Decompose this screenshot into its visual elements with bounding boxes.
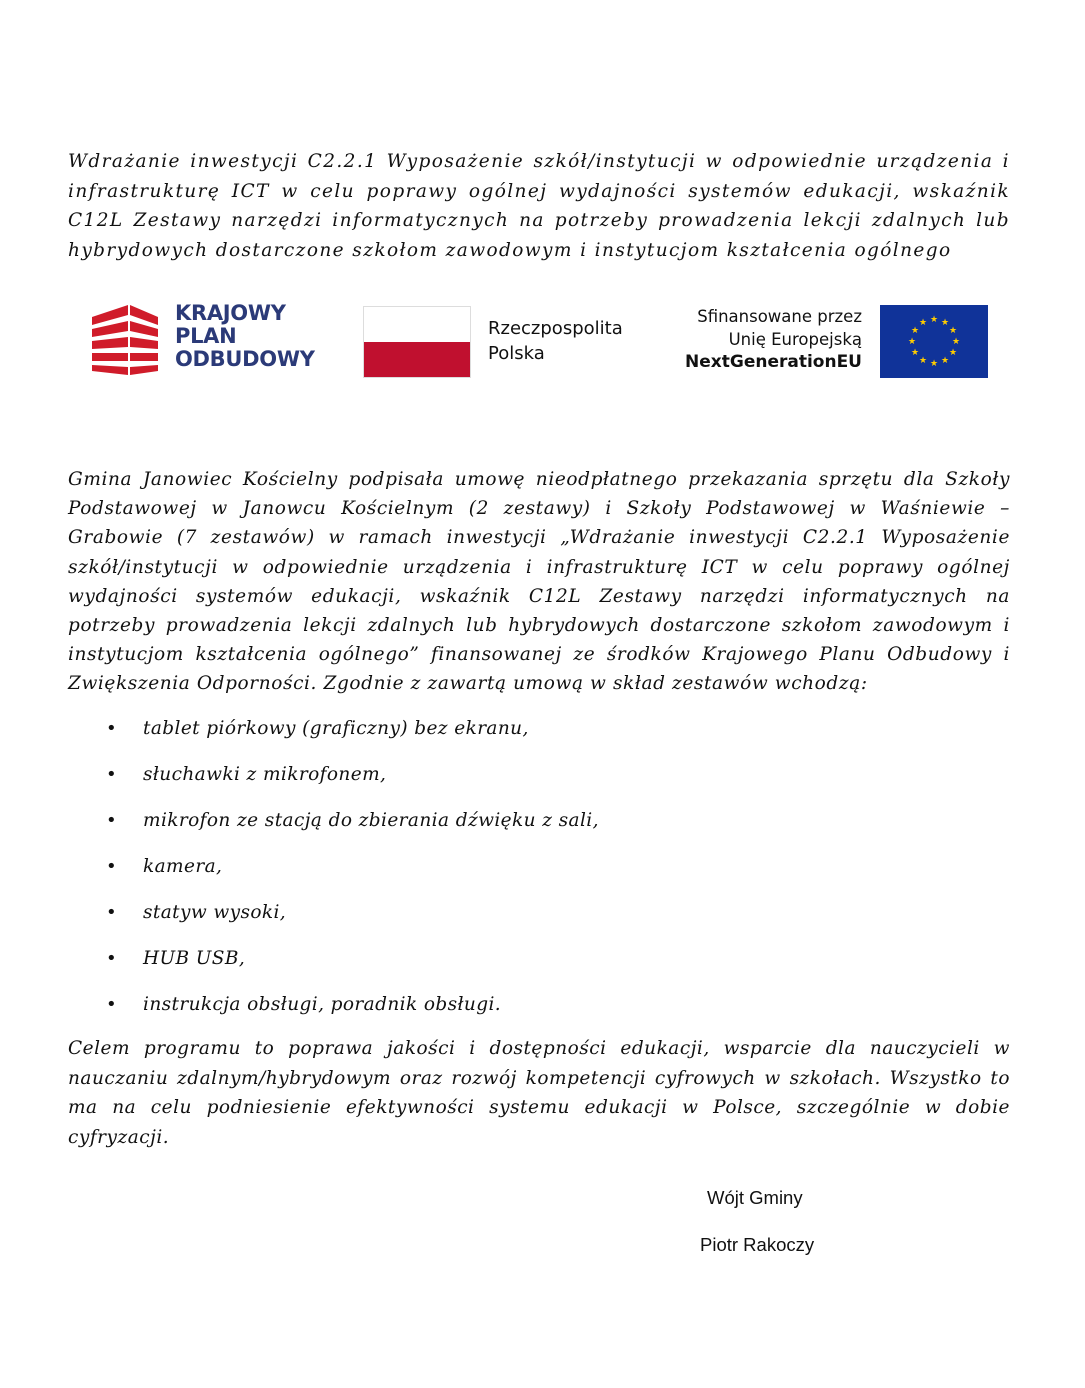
list-item: • instrukcja obsługi, poradnik obsługi.: [68, 990, 768, 1036]
bullet-icon: •: [106, 902, 118, 923]
kpo-line-2: PLAN: [175, 324, 237, 348]
signature-name: Piotr Rakoczy: [700, 1234, 815, 1255]
rp-logo-text: [488, 316, 623, 366]
kpo-logo-text: [175, 302, 315, 371]
announcement-paragraph: Gmina Janowiec Kościelny podpisała umowę nieodpłatnego przekazania sprzętu dla Szkoły Podstawowej w Janowcu Kościelnym (2 zestawy) i Szkoły Podstawowej w Waśniewie – Grabowie (7 zestawów) w ramach inwestycji „Wdrażanie inwestycji C2.2.1 Wyposażenie szkół/instytucji w odpowiednie urządzenia i infrastrukturę ICT w celu poprawy ogólnej wydajności systemów edukacji, wskaźnik C12L Zestawy narzędzi informatycznych na potrzeby prowadzenia lekcji zdalnych lub hybrydowych dostarczone szkołom zawodowym i instytucjom kształcenia ogólnego” finansowanej ze środków Krajowego Planu Odbudowy i Zwiększenia Odporności. Zgodnie z zawartą umową w skład zestawów wchodzą:: [68, 469, 1010, 695]
rp-line-1: Rzeczpospolita: [488, 318, 623, 339]
svg-text:★: ★: [910, 326, 920, 336]
closing-paragraph: Celem programu to poprawa jakości i dostępności edukacji, wsparcie dla nauczycieli w nauczaniu zdalnym/hybrydowym oraz rozwój kompetencji cyfrowych w szkołach. Wszystko to ma na celu podniesienie efektywności systemu edukacji w Polsce, szczególnie w dobie cyfryzacji.: [68, 1038, 1010, 1148]
bullet-icon: •: [106, 948, 118, 969]
eu-logo-text: [660, 305, 862, 374]
equipment-list: [68, 714, 768, 1036]
logo-bar: [0, 300, 1085, 385]
bullet-icon: •: [106, 994, 118, 1015]
svg-text:★: ★: [929, 315, 939, 325]
document-heading: Wdrażanie inwestycji C2.2.1 Wyposażenie szkół/instytucji w odpowiednie urządzenia i infrastrukturę ICT w celu poprawy ogólnej wydajności systemów edukacji, wskaźnik C12L Zestawy narzędzi informatycznych na potrzeby prowadzenia lekcji zdalnych lub hybrydowych dostarczone szkołom zawodowym i instytucjom kształcenia ogólnego: [68, 151, 1010, 261]
svg-text:★: ★: [948, 326, 958, 336]
bullet-icon: •: [106, 810, 118, 831]
bullet-icon: •: [106, 764, 118, 785]
kpo-building-icon: [90, 303, 160, 377]
svg-text:★: ★: [951, 337, 961, 347]
svg-text:★: ★: [929, 359, 939, 369]
eu-line-1: Sfinansowane przez: [697, 307, 862, 326]
polish-flag-icon: [363, 306, 471, 378]
list-item: • HUB USB,: [68, 944, 768, 990]
rp-line-2: Polska: [488, 343, 545, 364]
eu-line-2: Unię Europejską: [728, 330, 862, 349]
list-item: • tablet piórkowy (graficzny) bez ekranu,: [68, 714, 768, 760]
signature-title: Wójt Gminy: [707, 1187, 803, 1208]
kpo-line-3: ODBUDOWY: [175, 347, 315, 371]
bullet-icon: •: [106, 718, 118, 739]
svg-text:★: ★: [948, 348, 958, 358]
svg-text:★: ★: [907, 337, 917, 347]
eu-line-3: NextGenerationEU: [685, 352, 862, 372]
svg-text:★: ★: [910, 348, 920, 358]
list-item: • kamera,: [68, 852, 768, 898]
svg-text:★: ★: [940, 356, 950, 366]
list-item: • statyw wysoki,: [68, 898, 768, 944]
eu-flag-icon: [880, 305, 988, 378]
kpo-line-1: KRAJOWY: [175, 301, 286, 325]
svg-text:★: ★: [918, 318, 928, 328]
svg-text:★: ★: [918, 356, 928, 366]
list-item: • mikrofon ze stacją do zbierania dźwięku z sali,: [68, 806, 768, 852]
list-item: • słuchawki z mikrofonem,: [68, 760, 768, 806]
bullet-icon: •: [106, 856, 118, 877]
svg-text:★: ★: [940, 318, 950, 328]
